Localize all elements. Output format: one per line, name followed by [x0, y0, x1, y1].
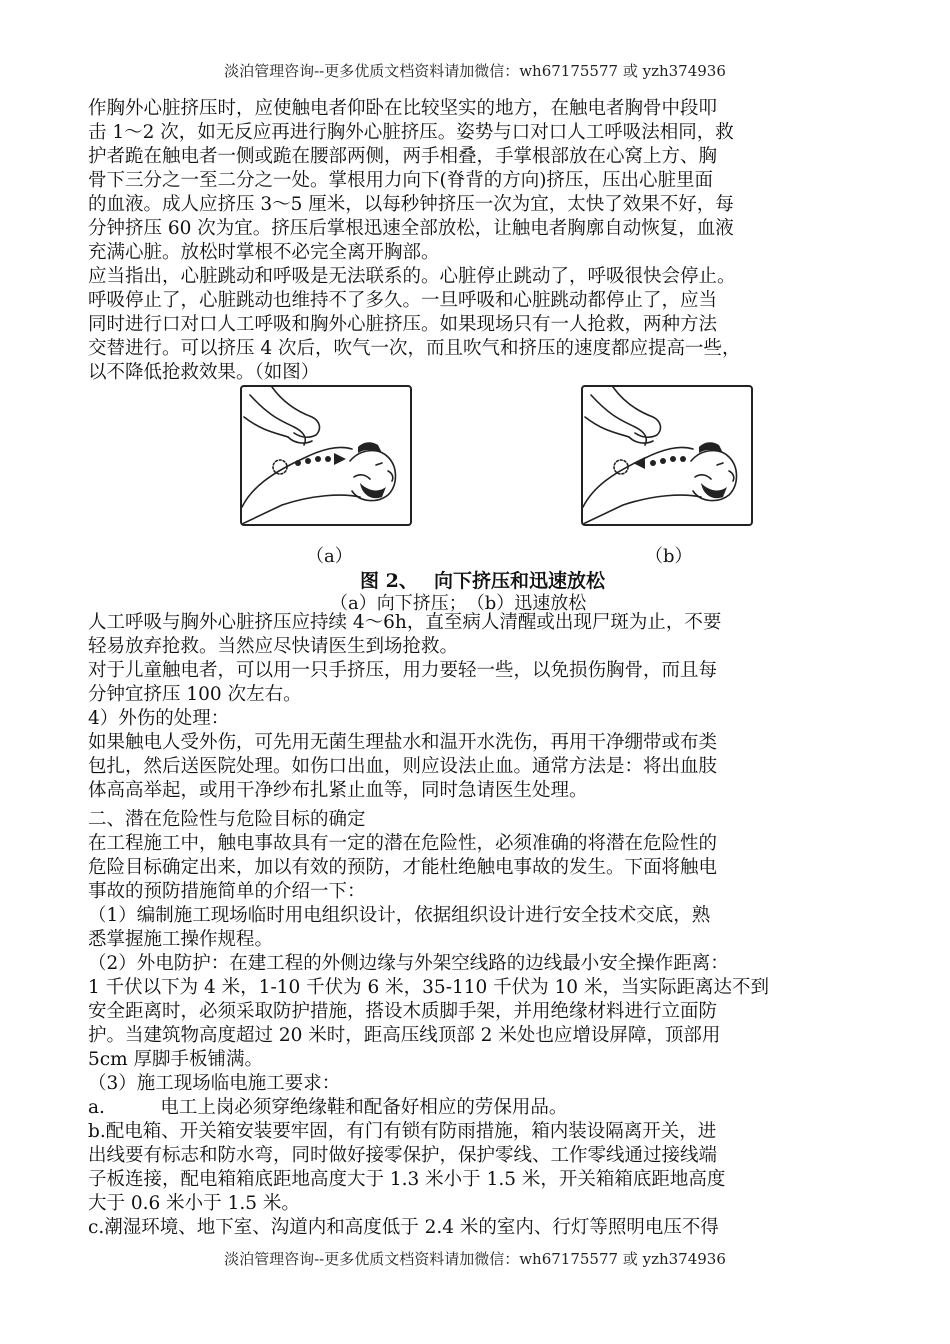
text-line: b.配电箱、开关箱安装要牢固，有门有锁有防雨措施，箱内装设隔离开关，进 [88, 1121, 717, 1142]
text-line: （2）外电防护：在建工程的外侧边缘与外架空线路的边线最小安全操作距离： [88, 953, 729, 974]
cpr-drawing-a [242, 387, 410, 524]
text-line: 对于儿童触电者，可以用一只手挤压，用力要轻一些，以免损伤胸骨，而且每 [88, 660, 718, 681]
text-line: 骨下三分之一至二分之一处。掌根用力向下(脊背的方向)挤压，压出心脏里面 [88, 170, 713, 191]
text-line: 分钟宜挤压 100 次左右。 [88, 684, 302, 705]
text-line: 4）外伤的处理： [88, 708, 230, 729]
text-line: 安全距离时，必须采取防护措施，搭设木质脚手架，并用绝缘材料进行立面防 [88, 1001, 718, 1022]
text-line: 同时进行口对口人工呼吸和胸外心脏挤压。如果现场只有一人抢救，两种方法 [88, 314, 718, 335]
text-line: 大于 0.6 米小于 1.5 米。 [88, 1193, 300, 1214]
cpr-illustration-b [581, 385, 753, 526]
text-line: 如果触电人受外伤，可先用无菌生理盐水和温开水洗伤，再用干净绷带或布类 [88, 732, 718, 753]
text-line: 轻易放弃抢救。当然应尽快请医生到场抢救。 [88, 636, 459, 657]
page-header: 淡泊管理咨询--更多优质文档资料请加微信：wh67175577 或 yzh374936 [224, 62, 726, 80]
text-line: 危险目标确定出来，加以有效的预防，才能杜绝触电事故的发生。下面将触电 [88, 857, 718, 878]
text-line: 体高高举起，或用干净纱布扎紧止血等，同时急请医生处理。 [88, 780, 588, 801]
text-line: 护者跪在触电者一侧或跪在腰部两侧，两手相叠，手掌根部放在心窝上方、胸 [88, 146, 718, 167]
text-line: 护。当建筑物高度超过 20 米时，距高压线顶部 2 米处也应增设屏障，顶部用 [88, 1025, 721, 1046]
cpr-illustration-a [240, 385, 412, 526]
cpr-drawing-b [583, 387, 751, 524]
text-line: 在工程施工中，触电事故具有一定的潜在危险性，必须准确的将潜在危险性的 [88, 833, 718, 854]
text-line: 充满心脏。放松时掌根不必完全离开胸部。 [88, 242, 440, 263]
figure-title: 图 2、 向下挤压和迅速放松 [360, 570, 605, 592]
text-line: 击 1～2 次，如无反应再进行胸外心脏挤压。姿势与口对口人工呼吸法相同，救 [88, 122, 734, 143]
text-line: 5cm 厚脚手板铺满。 [88, 1049, 264, 1070]
text-line: 人工呼吸与胸外心脏挤压应持续 4～6h，直至病人清醒或出现尸斑为止，不要 [88, 612, 722, 633]
text-line: 以不降低抢救效果。（如图） [88, 362, 320, 383]
text-line: 包扎，然后送医院处理。如伤口出血，则应设法止血。通常方法是：将出血肢 [88, 756, 718, 777]
page-footer: 淡泊管理咨询--更多优质文档资料请加微信：wh67175577 或 yzh374936 [224, 1250, 726, 1268]
text-line: 分钟挤压 60 次为宜。挤压后掌根迅速全部放松，让触电者胸廓自动恢复，血液 [88, 218, 734, 239]
text-line: 作胸外心脏挤压时，应使触电者仰卧在比较坚实的地方，在触电者胸骨中段叩 [88, 98, 718, 119]
text-line: 交替进行。可以挤压 4 次后，吹气一次，而且吹气和挤压的速度都应提高一些， [88, 338, 741, 359]
figure-label-a: （a） [306, 546, 353, 567]
figure-label-b: （b） [645, 546, 693, 567]
text-line: a. 电工上岗必须穿绝缘鞋和配备好相应的劳保用品。 [88, 1097, 568, 1118]
text-line: 应当指出，心脏跳动和呼吸是无法联系的。心脏停止跳动了，呼吸很快会停止。 [88, 266, 736, 287]
text-line: 事故的预防措施简单的介绍一下： [88, 881, 366, 902]
text-line: （1）编制施工现场临时用电组织设计，依据组织设计进行安全技术交底，熟 [88, 905, 711, 926]
text-line: 出线要有标志和防水弯，同时做好接零保护，保护零线、工作零线通过接线端 [88, 1145, 718, 1166]
text-line: 1 千伏以下为 4 米，1-10 千伏为 6 米，35-110 千伏为 10 米，当实际距离达不到 [88, 977, 769, 998]
section-heading: 二、潜在危险性与危险目标的确定 [88, 809, 366, 830]
figure-subtitle: （a）向下挤压； （b）迅速放松 [330, 593, 587, 614]
text-line: 悉掌握施工操作规程。 [88, 929, 274, 950]
text-line: 子板连接，配电箱箱底距地高度大于 1.3 米小于 1.5 米，开关箱箱底距地高度 [88, 1169, 726, 1190]
text-line: c.潮湿环境、地下室、沟道内和高度低于 2.4 米的室内、行灯等照明电压不得 [88, 1217, 719, 1238]
text-line: 呼吸停止了，心脏跳动也维持不了多久。一旦呼吸和心脏跳动都停止了，应当 [88, 290, 718, 311]
text-line: （3）施工现场临电施工要求： [88, 1073, 341, 1094]
text-line: 的血液。成人应挤压 3～5 厘米，以每秒钟挤压一次为宜，太快了效果不好，每 [88, 194, 734, 215]
